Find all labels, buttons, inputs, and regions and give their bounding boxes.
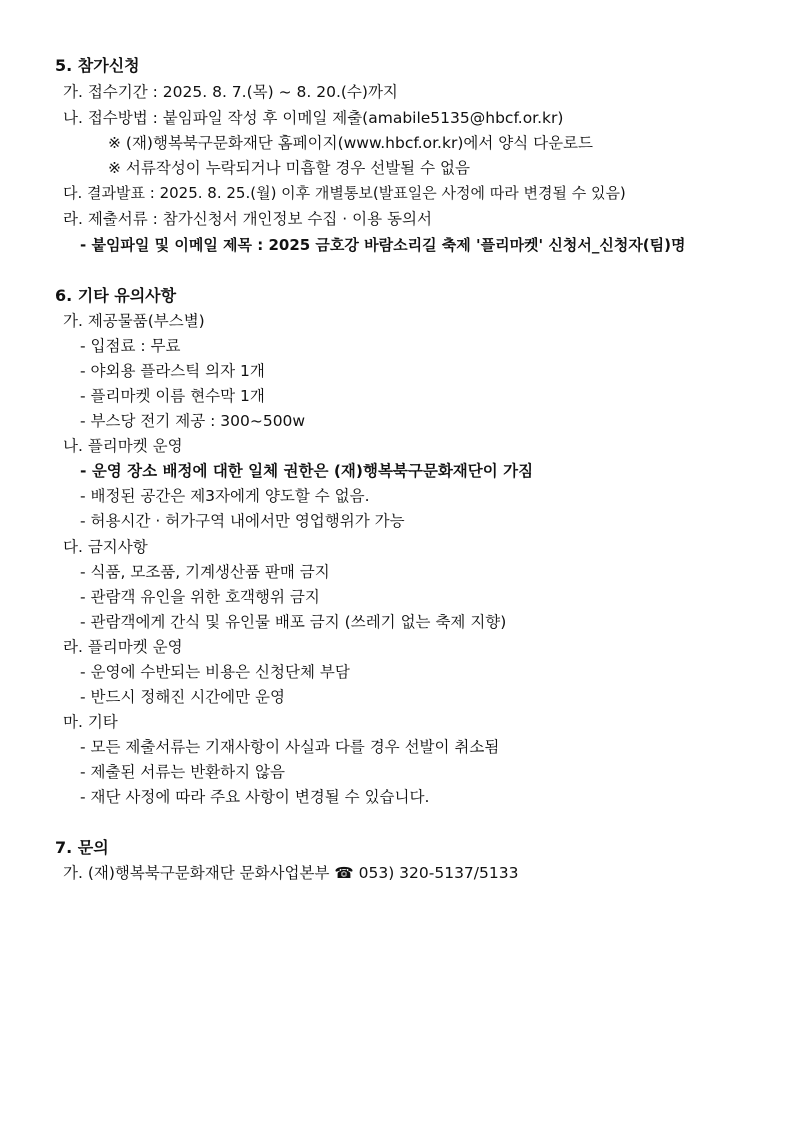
provided-items-title: 가. 제공물품(부스별): [63, 312, 205, 330]
list-item: - 관람객 유인을 위한 호객행위 금지: [80, 588, 320, 606]
result-announcement: 다. 결과발표 : 2025. 8. 25.(월) 이후 개별통보(발표일은 사정에 따라 변경될 수 있음): [63, 184, 626, 202]
list-item: - 운영에 수반되는 비용은 신청단체 부담: [80, 663, 350, 681]
application-method: 나. 접수방법 : 붙임파일 작성 후 이메일 제출(amabile5135@hbcf.or.kr): [63, 109, 564, 127]
operation-title: 나. 플리마켓 운영: [63, 437, 183, 455]
etc-title: 마. 기타: [63, 713, 118, 731]
attachment-title-rule: - 붙임파일 및 이메일 제목 : 2025 금호강 바람소리길 축제 '플리마켓' 신청서_신청자(팀)명: [80, 236, 686, 254]
section-5-heading: 5. 참가신청: [55, 56, 140, 75]
list-item: - 입점료 : 무료: [80, 337, 181, 355]
prohibited-title: 다. 금지사항: [63, 538, 148, 556]
method-note-download: ※ (재)행복북구문화재단 홈페이지(www.hbcf.or.kr)에서 양식 다운로드: [108, 134, 594, 152]
list-item: - 플리마켓 이름 현수막 1개: [80, 387, 265, 405]
required-documents: 라. 제출서류 : 참가신청서 개인정보 수집 · 이용 동의서: [63, 210, 432, 228]
list-item: - 모든 제출서류는 기재사항이 사실과 다를 경우 선발이 취소됨: [80, 738, 500, 756]
application-period: 가. 접수기간 : 2025. 8. 7.(목) ~ 8. 20.(수)까지: [63, 83, 398, 101]
list-item: - 야외용 플라스틱 의자 1개: [80, 362, 265, 380]
section-6-heading: 6. 기타 유의사항: [55, 286, 177, 305]
list-item: - 관람객에게 간식 및 유인물 배포 금지 (쓰레기 없는 축제 지향): [80, 613, 507, 631]
contact-info: 가. (재)행복북구문화재단 문화사업본부 ☎ 053) 320-5137/5133: [63, 864, 519, 882]
list-item: - 제출된 서류는 반환하지 않음: [80, 763, 285, 781]
operation2-title: 라. 플리마켓 운영: [63, 638, 183, 656]
list-item: - 배정된 공간은 제3자에게 양도할 수 없음.: [80, 487, 370, 505]
list-item: - 반드시 정해진 시간에만 운영: [80, 688, 285, 706]
list-item: - 부스당 전기 제공 : 300~500w: [80, 412, 306, 430]
method-note-incomplete: ※ 서류작성이 누락되거나 미흡할 경우 선발될 수 없음: [108, 159, 470, 177]
list-item: - 식품, 모조품, 기계생산품 판매 금지: [80, 563, 330, 581]
list-item: - 운영 장소 배정에 대한 일체 권한은 (재)행복북구문화재단이 가짐: [80, 462, 534, 480]
section-7-heading: 7. 문의: [55, 838, 109, 857]
list-item: - 허용시간 · 허가구역 내에서만 영업행위가 가능: [80, 512, 405, 530]
list-item: - 재단 사정에 따라 주요 사항이 변경될 수 있습니다.: [80, 788, 430, 806]
